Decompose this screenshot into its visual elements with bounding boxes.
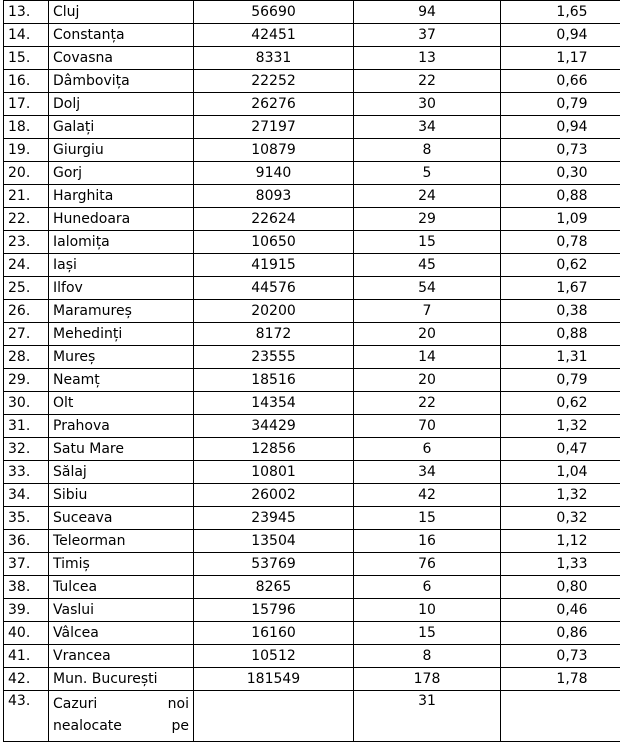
- row-number: 22.: [4, 208, 49, 231]
- county-name-cell: Gorj: [49, 162, 194, 185]
- total-cases-cell: 10650: [194, 231, 354, 254]
- word: noi: [168, 693, 189, 715]
- total-cases-cell: 8093: [194, 185, 354, 208]
- county-name-cell: Constanța: [49, 24, 194, 47]
- rate-cell: 1,33: [501, 553, 620, 576]
- table-row: [4, 461, 620, 484]
- total-cases-cell: 34429: [194, 415, 354, 438]
- county-name-cell: Cluj: [49, 1, 194, 24]
- row-number: 37.: [4, 553, 49, 576]
- row-number: 43.: [4, 691, 49, 742]
- row-number: 40.: [4, 622, 49, 645]
- new-cases-cell: 22: [354, 392, 501, 415]
- row-number: 28.: [4, 346, 49, 369]
- total-cases-cell: 13504: [194, 530, 354, 553]
- table-row: [4, 346, 620, 369]
- table-row: [4, 231, 620, 254]
- table-row: [4, 139, 620, 162]
- rate-cell: 1,32: [501, 415, 620, 438]
- rate-cell: 0,46: [501, 599, 620, 622]
- new-cases-cell: 70: [354, 415, 501, 438]
- row-number: 13.: [4, 1, 49, 24]
- row-number: 26.: [4, 300, 49, 323]
- total-cases-cell: 27197: [194, 116, 354, 139]
- county-name-cell: Olt: [49, 392, 194, 415]
- total-cases-cell: 8172: [194, 323, 354, 346]
- rate-cell: 1,67: [501, 277, 620, 300]
- rate-cell: [501, 691, 620, 742]
- new-cases-cell: 20: [354, 369, 501, 392]
- new-cases-cell: 42: [354, 484, 501, 507]
- new-cases-cell: 10: [354, 599, 501, 622]
- county-name-cell: Dâmbovița: [49, 70, 194, 93]
- rate-cell: 1,09: [501, 208, 620, 231]
- new-cases-cell: 20: [354, 323, 501, 346]
- table-row: [4, 438, 620, 461]
- total-cases-cell: 56690: [194, 1, 354, 24]
- county-name-cell: Maramureș: [49, 300, 194, 323]
- total-cases-cell: 10512: [194, 645, 354, 668]
- total-cases-cell: 15796: [194, 599, 354, 622]
- county-name-cell: Timiș: [49, 553, 194, 576]
- new-cases-cell: 94: [354, 1, 501, 24]
- row-number: 35.: [4, 507, 49, 530]
- rate-cell: 0,73: [501, 139, 620, 162]
- rate-cell: 1,31: [501, 346, 620, 369]
- rate-cell: 0,66: [501, 70, 620, 93]
- total-cases-cell: 26276: [194, 93, 354, 116]
- table-row: [4, 645, 620, 668]
- table-row: [4, 208, 620, 231]
- new-cases-cell: 15: [354, 622, 501, 645]
- new-cases-cell: 34: [354, 116, 501, 139]
- total-cases-cell: 20200: [194, 300, 354, 323]
- row-number: 18.: [4, 116, 49, 139]
- county-name-cell: Tulcea: [49, 576, 194, 599]
- rate-cell: 0,79: [501, 369, 620, 392]
- county-name-line-2: [53, 715, 189, 737]
- rate-cell: 1,04: [501, 461, 620, 484]
- row-number: 16.: [4, 70, 49, 93]
- rate-cell: 0,62: [501, 392, 620, 415]
- county-name-cell: Iași: [49, 254, 194, 277]
- new-cases-cell: 6: [354, 438, 501, 461]
- rate-cell: 0,38: [501, 300, 620, 323]
- total-cases-cell: 181549: [194, 668, 354, 691]
- county-name-cell: Galați: [49, 116, 194, 139]
- rate-cell: 0,73: [501, 645, 620, 668]
- row-number: 31.: [4, 415, 49, 438]
- county-name-cell: Vrancea: [49, 645, 194, 668]
- word: pe: [172, 715, 190, 737]
- rate-cell: 1,12: [501, 530, 620, 553]
- row-number: 20.: [4, 162, 49, 185]
- county-name-cell: Satu Mare: [49, 438, 194, 461]
- county-name-cell: Mun. București: [49, 668, 194, 691]
- rate-cell: 0,30: [501, 162, 620, 185]
- new-cases-cell: 54: [354, 277, 501, 300]
- new-cases-cell: 8: [354, 139, 501, 162]
- county-name-cell: Giurgiu: [49, 139, 194, 162]
- table-row: [4, 530, 620, 553]
- total-cases-cell: 16160: [194, 622, 354, 645]
- row-number: 39.: [4, 599, 49, 622]
- table-row: [4, 300, 620, 323]
- table-row: [4, 553, 620, 576]
- new-cases-cell: 14: [354, 346, 501, 369]
- new-cases-cell: 30: [354, 93, 501, 116]
- rate-cell: 0,80: [501, 576, 620, 599]
- row-number: 29.: [4, 369, 49, 392]
- rate-cell: 1,65: [501, 1, 620, 24]
- county-name-cell: Mureș: [49, 346, 194, 369]
- county-name-cell: Ialomița: [49, 231, 194, 254]
- rate-cell: 0,79: [501, 93, 620, 116]
- total-cases-cell: 8265: [194, 576, 354, 599]
- row-number: 27.: [4, 323, 49, 346]
- new-cases-cell: 24: [354, 185, 501, 208]
- county-name-cell: Neamț: [49, 369, 194, 392]
- rate-cell: 0,88: [501, 185, 620, 208]
- table-row: [4, 24, 620, 47]
- new-cases-cell: 76: [354, 553, 501, 576]
- new-cases-cell: 8: [354, 645, 501, 668]
- total-cases-cell: 10879: [194, 139, 354, 162]
- county-name-cell: [49, 691, 194, 742]
- row-number: 25.: [4, 277, 49, 300]
- row-number: 14.: [4, 24, 49, 47]
- row-number: 41.: [4, 645, 49, 668]
- total-cases-cell: 12856: [194, 438, 354, 461]
- total-cases-cell: 41915: [194, 254, 354, 277]
- county-name-cell: Teleorman: [49, 530, 194, 553]
- total-cases-cell: 22624: [194, 208, 354, 231]
- total-cases-cell: 53769: [194, 553, 354, 576]
- rate-cell: 0,47: [501, 438, 620, 461]
- county-name-cell: Harghita: [49, 185, 194, 208]
- new-cases-cell: 15: [354, 231, 501, 254]
- row-number: 33.: [4, 461, 49, 484]
- table-row: [4, 507, 620, 530]
- rate-cell: 1,32: [501, 484, 620, 507]
- new-cases-cell: 5: [354, 162, 501, 185]
- table-row: [4, 277, 620, 300]
- word: Cazuri: [53, 693, 97, 715]
- table-row: [4, 599, 620, 622]
- county-name-cell: Vaslui: [49, 599, 194, 622]
- county-name-line-1: [53, 693, 189, 715]
- county-name-cell: Sibiu: [49, 484, 194, 507]
- table-row: [4, 415, 620, 438]
- county-name-cell: Dolj: [49, 93, 194, 116]
- new-cases-cell: 37: [354, 24, 501, 47]
- rate-cell: 0,94: [501, 116, 620, 139]
- total-cases-cell: 22252: [194, 70, 354, 93]
- county-name-cell: Vâlcea: [49, 622, 194, 645]
- table-row: [4, 484, 620, 507]
- table-row: [4, 93, 620, 116]
- new-cases-cell: 29: [354, 208, 501, 231]
- row-number: 36.: [4, 530, 49, 553]
- rate-cell: 0,78: [501, 231, 620, 254]
- county-name-cell: Suceava: [49, 507, 194, 530]
- row-number: 24.: [4, 254, 49, 277]
- word: nealocate: [53, 715, 122, 737]
- total-cases-cell: 8331: [194, 47, 354, 70]
- row-number: 17.: [4, 93, 49, 116]
- table-row: [4, 392, 620, 415]
- total-cases-cell: 42451: [194, 24, 354, 47]
- rate-cell: 1,78: [501, 668, 620, 691]
- new-cases-cell: 45: [354, 254, 501, 277]
- table-row: [4, 1, 620, 24]
- county-cases-table: [3, 0, 620, 742]
- table-row: [4, 622, 620, 645]
- table-row: [4, 116, 620, 139]
- rate-cell: 0,32: [501, 507, 620, 530]
- table-row: [4, 47, 620, 70]
- new-cases-cell: 13: [354, 47, 501, 70]
- row-number: 32.: [4, 438, 49, 461]
- county-name-cell: Hunedoara: [49, 208, 194, 231]
- new-cases-cell: 7: [354, 300, 501, 323]
- county-name-cell: Sălaj: [49, 461, 194, 484]
- new-cases-cell: 15: [354, 507, 501, 530]
- row-number: 34.: [4, 484, 49, 507]
- total-cases-cell: 44576: [194, 277, 354, 300]
- county-name-cell: Prahova: [49, 415, 194, 438]
- new-cases-cell: 16: [354, 530, 501, 553]
- total-cases-cell: 23555: [194, 346, 354, 369]
- table-row: [4, 70, 620, 93]
- row-number: 19.: [4, 139, 49, 162]
- rate-cell: 0,86: [501, 622, 620, 645]
- new-cases-cell: 6: [354, 576, 501, 599]
- county-name-cell: Mehedinți: [49, 323, 194, 346]
- total-cases-cell: 23945: [194, 507, 354, 530]
- row-number: 30.: [4, 392, 49, 415]
- rate-cell: 1,17: [501, 47, 620, 70]
- new-cases-cell: 31: [354, 691, 501, 742]
- row-number: 38.: [4, 576, 49, 599]
- table-row-unallocated: [4, 691, 620, 742]
- row-number: 21.: [4, 185, 49, 208]
- row-number: 15.: [4, 47, 49, 70]
- new-cases-cell: 34: [354, 461, 501, 484]
- new-cases-cell: 178: [354, 668, 501, 691]
- total-cases-cell: 9140: [194, 162, 354, 185]
- table-row: [4, 162, 620, 185]
- rate-cell: 0,62: [501, 254, 620, 277]
- new-cases-cell: 22: [354, 70, 501, 93]
- county-name-cell: Ilfov: [49, 277, 194, 300]
- rate-cell: 0,88: [501, 323, 620, 346]
- county-name-cell: Covasna: [49, 47, 194, 70]
- row-number: 23.: [4, 231, 49, 254]
- table-body: [4, 1, 620, 742]
- total-cases-cell: 18516: [194, 369, 354, 392]
- total-cases-cell: 14354: [194, 392, 354, 415]
- total-cases-cell: 26002: [194, 484, 354, 507]
- table-row: [4, 323, 620, 346]
- total-cases-cell: [194, 691, 354, 742]
- total-cases-cell: 10801: [194, 461, 354, 484]
- rate-cell: 0,94: [501, 24, 620, 47]
- row-number: 42.: [4, 668, 49, 691]
- table-row: [4, 576, 620, 599]
- table-row: [4, 254, 620, 277]
- table-row: [4, 185, 620, 208]
- table-row: [4, 668, 620, 691]
- table-row: [4, 369, 620, 392]
